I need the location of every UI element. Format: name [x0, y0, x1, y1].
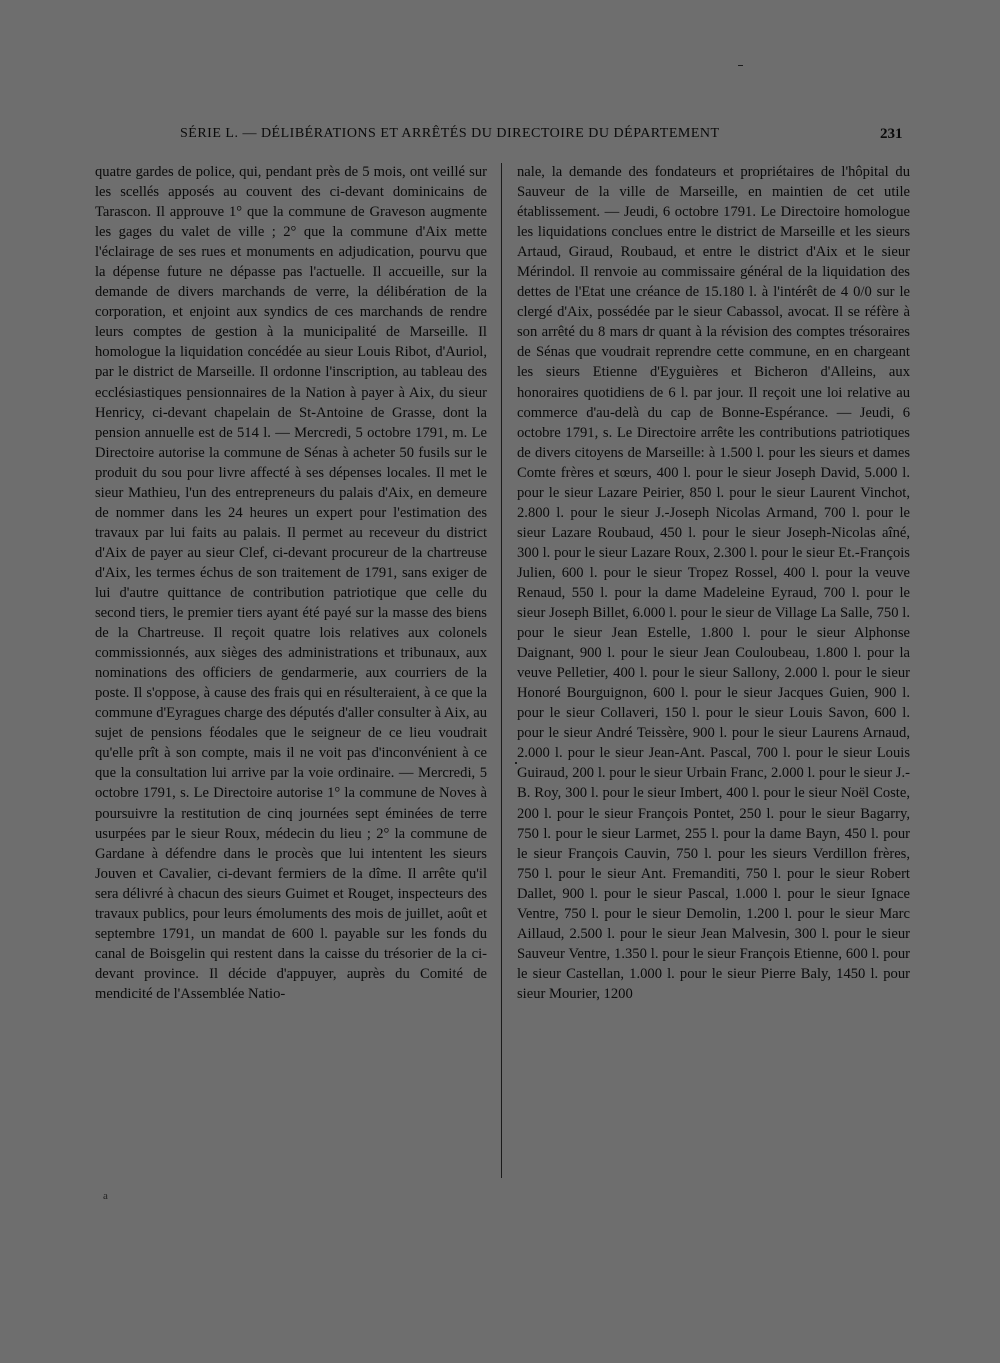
right-column-text: nale, la demande des fondateurs et propriétaires de l'hôpital du Sauveur de la ville de Marseille, en maintien de cet utile établissement. — Jeudi, 6 octobre 1791. Le Directoire homologue les liquidations conclues entre le district de Marseille et les sieurs Artaud, Giraud, Roubaud, et entre le district d'Aix et le sieur Mérindol. Il renvoie au commissaire général de la liquidation des dettes de l'Etat une créance de 15.180 l. à l'intérêt de 4 0/0 sur le clergé d'Aix, possédée par le sieur Cabassol, avocat. Il se réfère à son arrêté du 8 mars dr quant à la révision des comptes trésoraires de Sénas que voudrait reprendre cette commune, en en chargeant les sieurs Etienne d'Eyguières et Bicheron d'Alleins, aux honoraires quotidiens de 6 l. par jour. Il reçoit une loi relative au commerce d'au-delà du cap de Bonne-Espérance. — Jeudi, 6 octobre 1791, s. Le Directoire arrête les contributions patriotiques de divers citoyens de Marseille: à 1.500 l. pour les sieurs et dames Comte frères et sœurs, 400 l. pour le sieur Joseph David, 5.000 l. pour le sieur Lazare Peirier, 850 l. pour le sieur Laurent Vinchot, 2.800 l. pour le sieur J.-Joseph Nicolas Armand, 700 l. pour le sieur Lazare Roubaud, 450 l. pour le sieur Joseph-Nicolas aîné, 300 l. pour le sieur Lazare Roux, 2.300 l. pour le sieur Et.-François Julien, 600 l. pour le sieur Tropez Rossel, 400 l. pour la veuve Renaud, 550 l. pour la dame Madeleine Eyraud, 700 l. pour le sieur Joseph Billet, 6.000 l. pour le sieur de Village La Salle, 750 l. pour le sieur Jean Estelle, 1.800 l. pour le sieur Alphonse Daignant, 900 l. pour le sieur Jean Couloubeau, 1.800 l. pour la veuve Pelletier, 400 l. pour le sieur Sallony, 2.000 l. pour le sieur Honoré Bourguignon, 600 l. pour le sieur Jacques Guien, 900 l. pour le sieur Collaveri, 150 l. pour le sieur Louis Savon, 600 l. pour le sieur André Teissère, 900 l. pour le sieur Laurens Arnaud, 2.000 l. pour le sieur Jean-Ant. Pascal, 700 l. pour le sieur Louis Guiraud, 200 l. pour le sieur Urbain Franc, 2.000 l. pour le sieur J.-B. Roy, 300 l. pour le sieur Imbert, 400 l. pour le sieur Noël Coste, 200 l. pour le sieur François Pontet, 250 l. pour le sieur Bagarry, 750 l. pour le sieur Larmet, 255 l. pour la dame Bayn, 450 l. pour le sieur François Cauvin, 750 l. pour les sieurs Verdillon frères, 750 l. pour le sieur Ant. Fremanditi, 750 l. pour le sieur Robert Dallet, 900 l. pour le sieur Pascal, 1.000 l. pour le sieur Ignace Ventre, 750 l. pour le sieur Demolin, 1.200 l. pour le sieur Marc Aillaud, 2.500 l. pour le sieur Jean Malvesin, 300 l. pour le sieur Sauveur Ventre, 1.350 l. pour le sieur François Etienne, 600 l. pour le sieur Castellan, 1.000 l. pour le sieur Pierre Baly, 1450 l. pour sieur Mourier, 1200 [517, 164, 910, 1002]
left-column-text: quatre gardes de police, qui, pendant près de 5 mois, ont veillé sur les scellés apposés au couvent des ci-devant dominicains de Tarascon. Il approuve 1° que la commune de Graveson augmente les gages du valet de ville ; 2° que la commune d'Aix mette l'éclairage de ses rues et monuments en adjudication, pourvu que la dépense future ne dépasse pas l'actuelle. Il accueille, sur la demande de divers marchands de verre, la délibération de la corporation, et enjoint aux syndics de ces marchands de rendre leurs comptes de gestion à la municipalité de Marseille. Il homologue la liquidation concédée au sieur Louis Ribot, d'Auriol, par le district de Marseille. Il ordonne l'inscription, au tableau des ecclésiastiques pensionnaires de la Nation à payer à Aix, du sieur Henricy, ci-devant chapelain de St-Antoine de Grasse, dont la pension annuelle est de 514 l. — Mercredi, 5 octobre 1791, m. Le Directoire autorise la commune de Sénas à acheter 50 fusils sur le produit du sou pour livre affecté à ses dépenses locales. Il met le sieur Mathieu, l'un des entrepreneurs du palais d'Aix, en demeure de nommer dans les 24 heures un expert pour l'estimation des travaux par lui faits au palais. Il permet au receveur du district d'Aix de payer au sieur Clef, ci-devant procureur de la chartreuse d'Aix, les termes échus de son traitement de 1791, sans exiger de lui d'autre quittance de contribution patriotique que celle du second tiers, le premier tiers ayant été payé sur la masse des biens de la Chartreuse. Il reçoit quatre lois relatives aux colonels commissionnés, aux sièges des administrations et tribunaux, aux nominations des officiers de gendarmerie, aux courriers de la poste. Il s'oppose, à cause des frais qui en résulteraient, à ce que la commune d'Eyragues charge des députés d'aller consulter à Aix, au sujet de pensions féodales que le seigneur de ce lieu voudrait qu'elle prît à son compte, mais il ne voit pas d'inconvénient à ce que la consultation lui arrive par la voie ordinaire. — Mercredi, 5 octobre 1791, s. Le Directoire autorise 1° la commune de Noves à poursuivre la restitution de cinq journées sept éminées de terre usurpées par le sieur Roux, médecin du lieu ; 2° la commune de Gardane à défendre dans le procès que lui intentent les sieurs Jouven et Cavalier, ci-devant fermiers de la dîme. Il arrête qu'il sera délivré à chacun des sieurs Guimet et Rouget, inspecteurs des travaux publics, pour leurs émoluments des mois de juillet, août et septembre 1791, un mandat de 600 l. payable sur les fonds du canal de Boisgelin qui restent dans la caisse du trésorier de la ci-devant province. Il décide d'appuyer, auprès du Comité de mendicité de l'Assemblée Natio- [95, 164, 487, 1002]
column-divider [501, 163, 502, 1178]
page-number: 231 [880, 126, 903, 142]
scan-speck [738, 65, 743, 66]
scan-speck [515, 762, 517, 764]
running-header: SÉRIE L. — DÉLIBÉRATIONS ET ARRÊTÉS DU DIRECTOIRE DU DÉPARTEMENT [180, 126, 720, 141]
footer-mark: a [103, 1190, 108, 1202]
